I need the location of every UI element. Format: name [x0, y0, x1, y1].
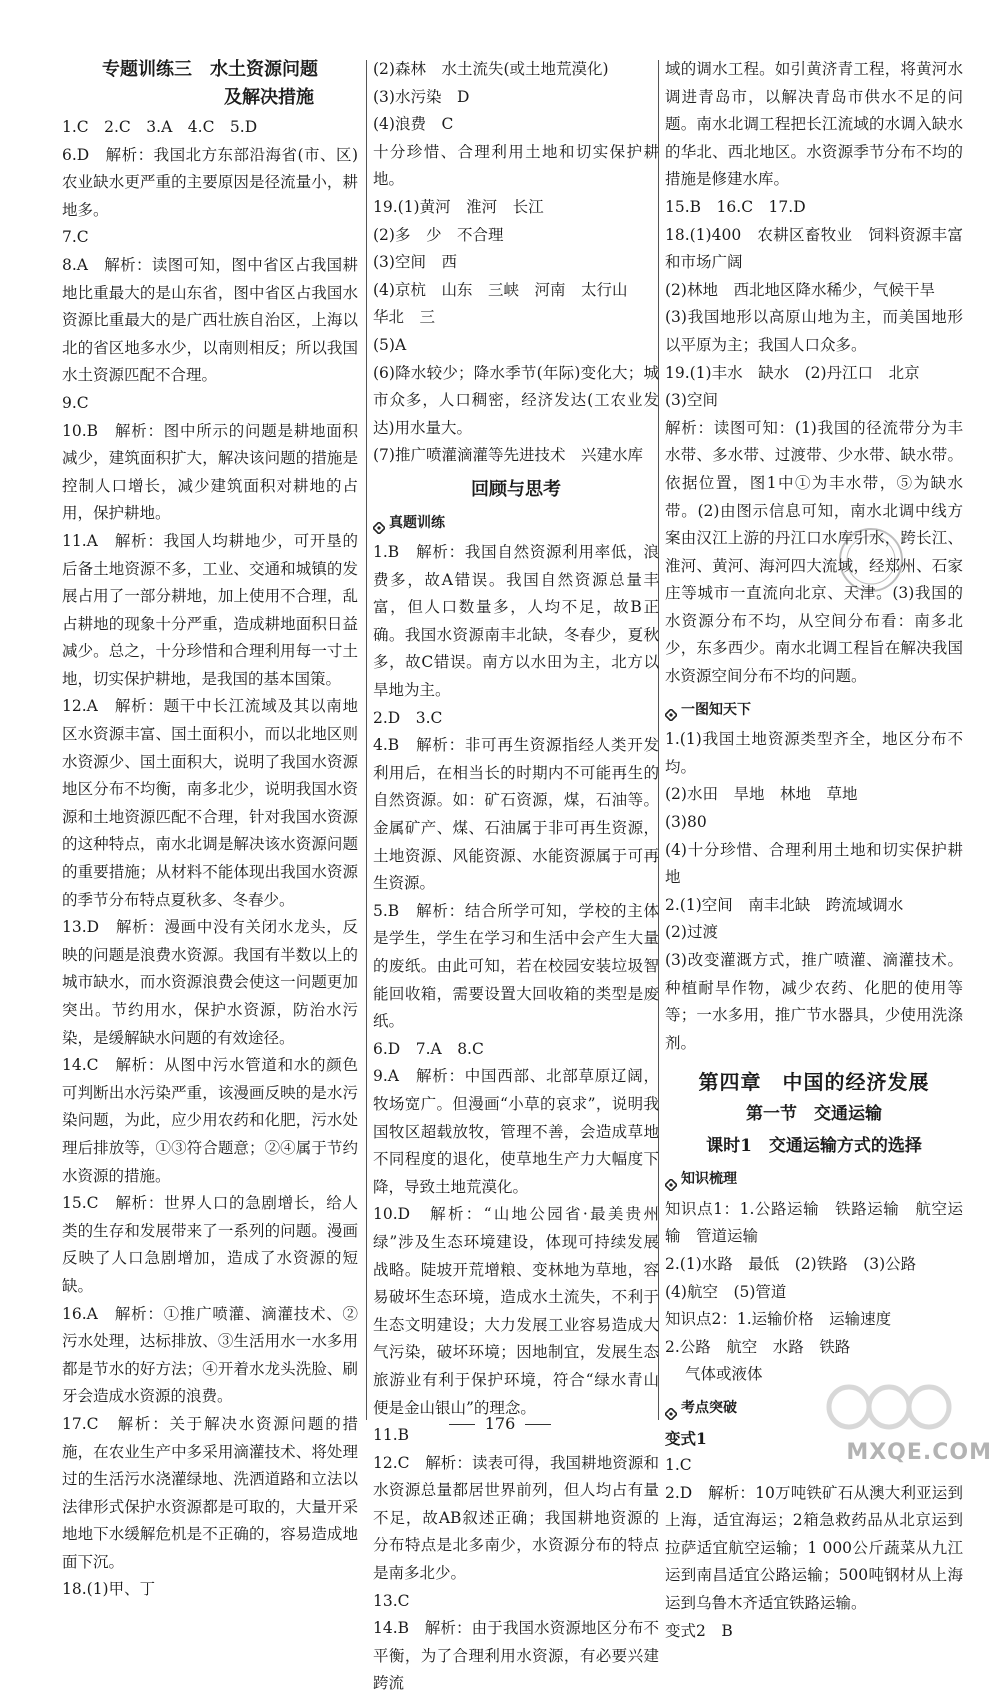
answer-item: (3)我国地形以高原山地为主，而美国地形以平原为主；我国人口众多。	[665, 308, 963, 354]
answer-item: 10.D 解析：“山地公园省·最美贵州绿”涉及生态环境建设，体现可持续发展战略。陡坡开荒增粮、变林地为草地，容易破坏生态环境，造成水土流失，不利于生态文明建设；大力发展工业容易造成大气污染，破坏环境；因地制宜，发展生态旅游业有利于保护环境，符合“绿水青山便是金山银山”的理念。	[373, 1205, 659, 1417]
answer-item: (7)推广喷灌滴灌等先进技术 兴建水库	[373, 446, 643, 465]
answer-item: 1.(1)我国土地资源类型齐全，地区分布不均。	[665, 730, 963, 776]
chapter-title: 第四章 中国的经济发展	[698, 1070, 930, 1095]
answer-item: 2.(1)空间 南丰北缺 跨流域调水	[665, 895, 904, 914]
subheading-label: 一图知天下	[681, 701, 751, 718]
answer-item: 13.C	[373, 1591, 410, 1610]
answer-item: 华北 三	[373, 308, 436, 327]
diamond-icon	[373, 517, 385, 529]
answer-item: (3)80	[665, 813, 707, 832]
answer-item: 域的调水工程。如引黄济青工程，将黄河水调进青岛市，以解决青岛市供水不足的问题。南水北调工程把长江流域的水调入缺水的华北、西北地区。水资源季节分布不均的措施是修建水库。	[665, 60, 963, 189]
answer-item: 10.B 解析：图中所示的问题是耕地面积减少，建筑面积扩大，解决该问题的措施是控制人口增长，减少建筑面积对耕地的占用，保护耕地。	[62, 421, 358, 523]
answer-item: 1.C	[665, 1456, 692, 1475]
topic-title-line2: 及解决措施	[224, 87, 314, 108]
answer-item: 1.C 2.C 3.A 4.C 5.D	[62, 118, 258, 136]
watermark-logo-icon	[824, 1377, 954, 1437]
answer-item: 11.A 解析：我国人均耕地少，可开垦的后备土地资源不多，工业、交通和城镇的发展占用了一部分耕地，加上使用不合理，乱占耕地的现象十分严重，造成耕地面积日益减少。总之，十分珍惜和合理利用每一寸土地，切实保护耕地，是我国的基本国策。	[62, 531, 358, 688]
answer-item: 6.D 解析：我国北方东部沿海省(市、区)农业缺水更严重的主要原因是径流量小，耕地多。	[62, 145, 358, 219]
subheading	[373, 510, 659, 538]
answer-item: (4)十分珍惜、合理利用土地和切实保护耕地	[665, 840, 963, 887]
column-divider	[366, 60, 367, 1420]
answer-item: 变式2 B	[665, 1621, 733, 1640]
answer-item: 12.A 解析：题干中长江流域及其以南地区水资源丰富、国土面积小，而以北地区则水资源少、国土面积大，说明了我国水资源地区分布不均衡，南多北少，说明我国水资源和土地资源匹配不合理，针对我国水资源的这种特点，南水北调是解决该水资源问题的重要措施；从材料不能体现出我国水资源的季节分布特点夏秋多、冬春少。	[62, 697, 358, 909]
answer-item: 十分珍惜、合理利用土地和切实保护耕地。	[373, 142, 659, 189]
answer-item: (2)林地 西北地区降水稀少，气候干旱	[665, 280, 935, 299]
column-middle	[373, 56, 659, 1698]
answer-item: 7.C	[62, 228, 89, 247]
answer-item: 2.D 3.C	[373, 708, 443, 727]
answer-item: 11.B	[373, 1426, 410, 1445]
answer-item: 解析：读图可知：(1)我国的径流带分为丰水带、多水带、过渡带、少水带、缺水带。依据位置，图1中①为丰水带，⑤为缺水带。(2)由图示信息可知，南水北调中线方案由汉江上游的丹江口水库引水，跨长江、淮河、黄河、海河四大流域，经郑州、石家庄等城市一直流向北京、天津。(3)我国的水资源分布不均，从空间分布看：南多北少，东多西少。南水北调工程旨在解决我国水资源空间分布不均的问题。	[665, 418, 963, 686]
answer-item: 1.B 解析：我国自然资源利用率低，浪费多，故A错误。我国自然资源总量丰富，但人口数量多，人均不足，故B正确。我国水资源南丰北缺，冬春少，夏秋多，故C错误。南方以水田为主，北方以旱地为主。	[373, 543, 659, 700]
answer-item: 15.B 16.C 17.D	[665, 197, 806, 216]
answer-item: 5.B 解析：结合所学可知，学校的主体是学生，学生在学习和生活中会产生大量的废纸。由此可知，若在校园安装垃圾智能回收箱，需要设置大回收箱的类型是废纸。	[373, 901, 659, 1031]
answer-item: 12.C 解析：读表可得，我国耕地资源和水资源总量都居世界前列，但人均占有量不足，故AB叙述正确；我国耕地资源的分布特点是北多南少，水资源分布的特点是南多北少。	[373, 1453, 659, 1583]
answer-item: 知识点2：1.运输价格 运输速度	[665, 1310, 892, 1329]
subheading-label: 考点突破	[681, 1399, 737, 1416]
answer-item: 16.A 解析：①推广喷灌、滴灌技术、②污水处理，达标排放、③生活用水一水多用都是节水的好方法；④开着水龙头洗脸、刷牙会造成水资源的浪费。	[62, 1304, 358, 1406]
diamond-icon	[665, 1174, 677, 1186]
section-title: 第一节 交通运输	[746, 1103, 882, 1124]
page-number-label: 176	[484, 1414, 516, 1433]
answer-item: (2)过渡	[665, 923, 718, 942]
answer-item: 知识点1：1.公路运输 铁路运输 航空运输 管道运输	[665, 1199, 963, 1246]
column-left	[62, 56, 358, 1604]
answer-item: 2.公路 航空 水路 铁路	[665, 1337, 851, 1356]
answer-item: (5)A	[373, 335, 407, 354]
answer-item: 14.C 解析：从图中污水管道和水的颜色可判断出水污染严重，该漫画反映的是水污染问题，为此，应少用农药和化肥，污水处理后排放等，①③符合题意；②④属于节约水资源的措施。	[62, 1056, 358, 1185]
answer-item: 9.C	[62, 393, 89, 412]
answer-item: 2.D 解析：10万吨铁矿石从澳大利亚运到上海，适宜海运；2箱急救药品从北京运到拉萨适宜航空运输；1 000公斤蔬菜从九江运到南昌适宜公路运输；500吨钢材从上海运到乌鲁木齐适宜铁路运输。	[665, 1483, 963, 1613]
answer-item: (6)降水较少；降水季节(年际)变化大；城市众多，人口稠密，经济发达(工农业发达)用水量大。	[373, 363, 659, 437]
diamond-icon	[665, 1403, 677, 1415]
lesson-title: 课时1 交通运输方式的选择	[706, 1135, 922, 1156]
answer-item: (3)改变灌溉方式，推广喷灌、滴灌技术。种植耐旱作物，减少农药、化肥的使用等等；一水多用，推广节水器具，少使用洗涤剂。	[665, 951, 963, 1052]
answer-item: (2)多 少 不合理	[373, 225, 504, 244]
answer-item: (3)空间	[665, 391, 718, 410]
answer-item: 19.(1)丰水 缺水 (2)丹江口 北京	[665, 363, 920, 382]
answer-item: 18.(1)400 农耕区畜牧业 饲料资源丰富和市场广阔	[665, 225, 963, 272]
subheading-label: 知识梳理	[681, 1171, 737, 1188]
subheading	[665, 697, 963, 725]
variant-label: 变式1	[665, 1428, 707, 1448]
answer-item: (2)水田 旱地 林地 草地	[665, 785, 858, 804]
answer-item: 6.D 7.A 8.C	[373, 1039, 484, 1058]
answer-item: 13.D 解析：漫画中没有关闭水龙头，反映的问题是浪费水资源。我国有半数以上的城市缺水，而水资源浪费会使这一问题更加突出。节约用水，保护水资源，防治水污染，是缓解缺水问题的有效途径。	[62, 918, 358, 1047]
answer-item: 4.B 解析：非可再生资源指经人类开发利用后，在相当长的时期内不可能再生的自然资源。如：矿石资源，煤，石油等。金属矿产、煤、石油属于非可再生资源，土地资源、风能资源、水能资源属于可再生资源。	[373, 736, 659, 893]
answer-item: 2.(1)水路 最低 (2)铁路 (3)公路	[665, 1254, 917, 1273]
subheading-label: 真题训练	[389, 514, 445, 531]
answer-item: 气体或液体	[685, 1365, 763, 1384]
answer-item: (4)浪费 C	[373, 115, 454, 134]
answer-item: 19.(1)黄河 淮河 长江	[373, 197, 544, 216]
answer-item: 18.(1)甲、丁	[62, 1580, 156, 1599]
topic-title: 专题训练三 水土资源问题	[102, 59, 318, 80]
answer-item: 14.B 解析：由于我国水资源地区分布不平衡，为了合理利用水资源，有必要兴建跨流	[373, 1619, 659, 1693]
answer-item: 17.C 解析：关于解决水资源问题的措施，在农业生产中多采用滴灌技术、将处理过的生活污水浇灌绿地、洗洒道路和立法以法律形式保护水资源都是可取的，大量开采地地下水缓解危机是不正确的，容易造成地面下沉。	[62, 1414, 358, 1571]
answer-item: (3)空间 西	[373, 253, 457, 272]
stamp-icon	[836, 525, 906, 595]
answer-item: 15.C 解析：世界人口的急剧增长，给人类的生存和发展带来了一系列的问题。漫画反映了人口急剧增加，造成了水资源的短缺。	[62, 1194, 358, 1295]
subheading	[665, 1166, 963, 1194]
diamond-icon	[665, 704, 677, 716]
watermark-text: MXQE.COM	[846, 1440, 992, 1465]
answer-item: (4)京杭 山东 三峡 河南 太行山	[373, 280, 628, 299]
answer-item: (4)航空 (5)管道	[665, 1282, 787, 1301]
answer-item: (2)森林 水土流失(或土地荒漠化)	[373, 60, 609, 78]
section-title: 回顾与思考	[471, 478, 561, 500]
answer-item: 8.A 解析：读图可知，图中省区占我国耕地比重最大的是山东省，图中省区占我国水资源比重最大的是广西壮族自治区，上海以北的省区地多水少，以南则相反；所以我国水土资源匹配不合理。	[62, 255, 358, 385]
answer-item: 9.A 解析：中国西部、北部草原辽阔，牧场宽广。但漫画“小草的哀求”，说明我国牧区超载放牧，管理不善，会造成草地不同程度的退化，使草地生产力大幅度下降，导致土地荒漠化。	[373, 1067, 659, 1196]
answer-item: (3)水污染 D	[373, 87, 470, 106]
